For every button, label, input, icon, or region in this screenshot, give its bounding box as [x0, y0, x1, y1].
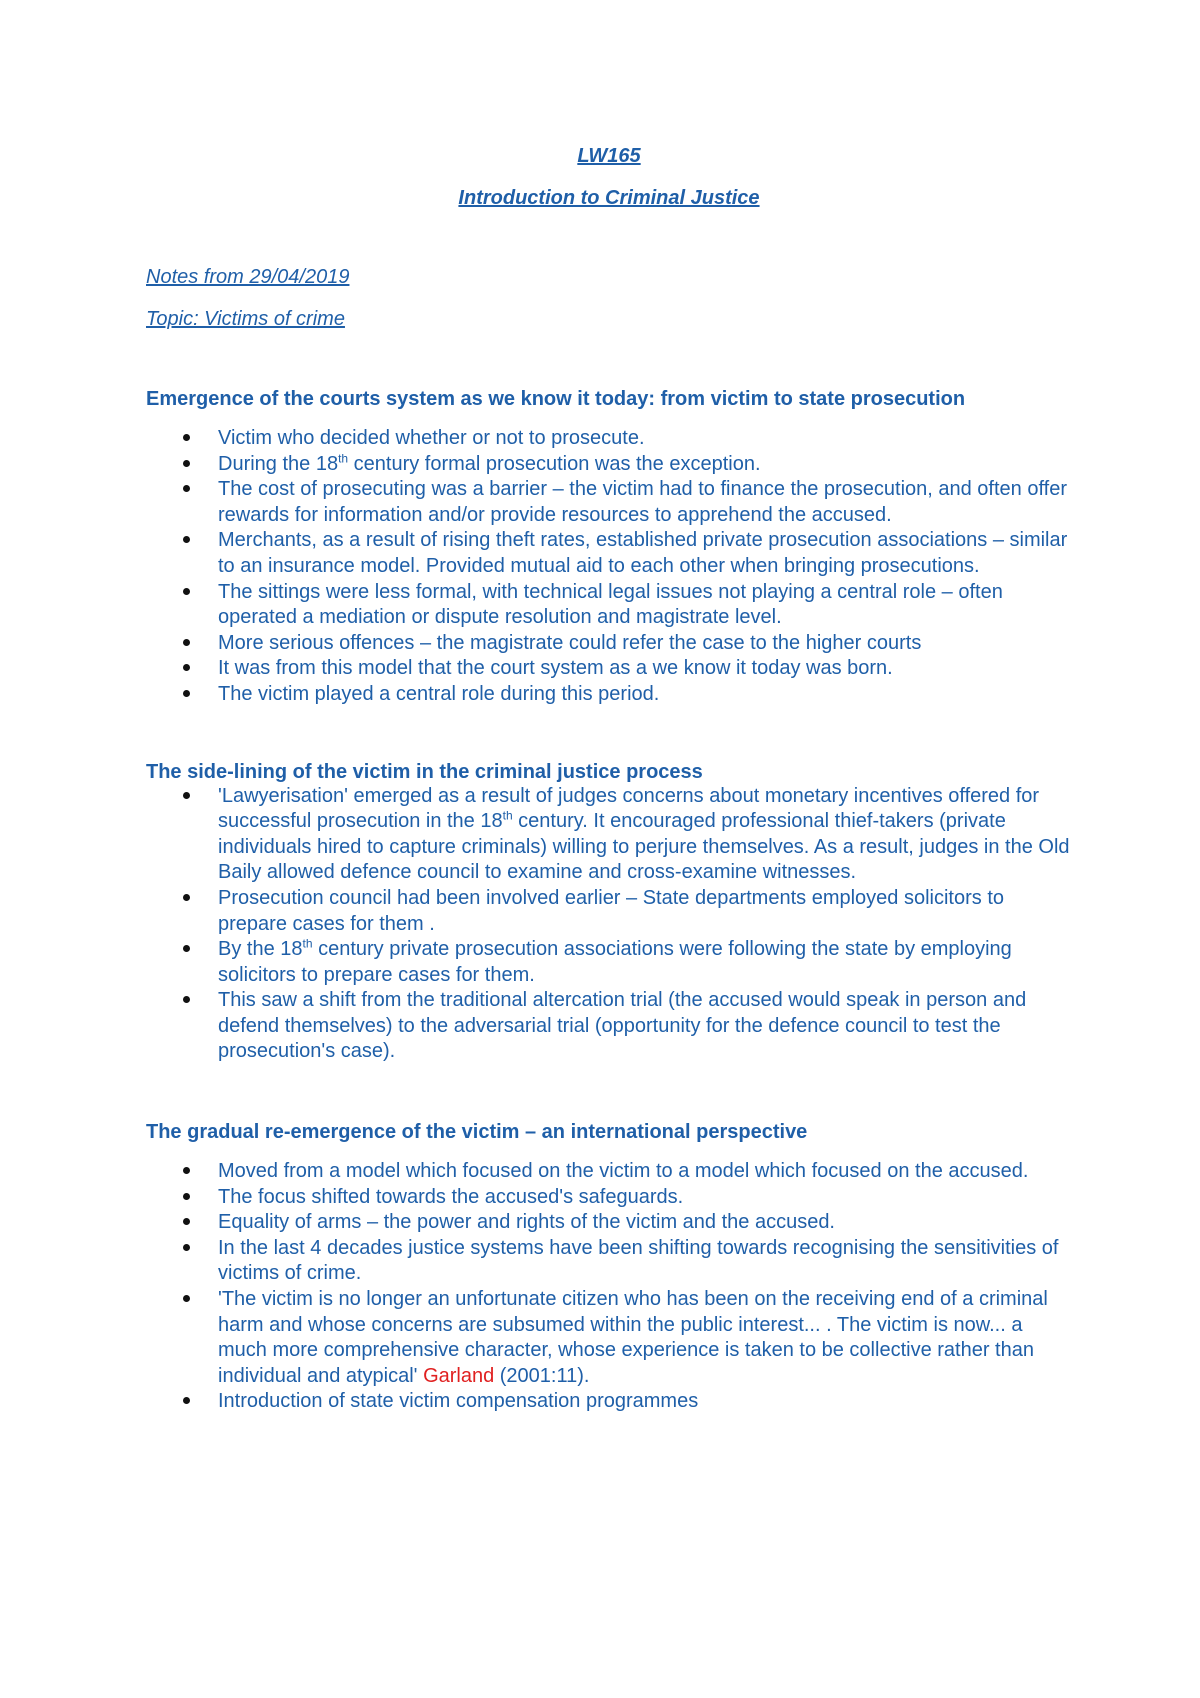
bullet-icon	[183, 894, 190, 901]
bullet-icon	[183, 996, 190, 1003]
list-item: Introduction of state victim compensation programmes	[218, 1389, 1072, 1415]
course-title: Introduction to Criminal Justice	[458, 187, 760, 209]
list-item: 'Lawyerisation' emerged as a result of judges concerns about monetary incentives offered for successful prosecution in the 18th century. It encouraged professional thief-takers (private individuals hired to capture criminals) willing to perjure themselves. As a result, judges in the Old Baily allowed defence council to examine and cross-examine witnesses.	[218, 784, 1072, 886]
list-item: By the 18th century private prosecution associations were following the state by employing solicitors to prepare cases for them.	[218, 937, 1072, 988]
bullet-icon	[183, 588, 190, 595]
bullet-icon	[183, 1167, 190, 1174]
list-item: The focus shifted towards the accused's safeguards.	[218, 1185, 1072, 1211]
bullet-icon	[183, 434, 190, 441]
list-item: It was from this model that the court system as a we know it today was born.	[218, 656, 1072, 682]
bullet-icon	[183, 664, 190, 671]
list-item: Merchants, as a result of rising theft rates, established private prosecution associations – similar to an insurance model. Provided mutual aid to each other when bringing prosecutions.	[218, 528, 1072, 579]
bullet-icon	[183, 536, 190, 543]
bullet-list-re-emergence	[146, 1159, 1072, 1415]
list-item: In the last 4 decades justice systems have been shifting towards recognising the sensitivities of victims of crime.	[218, 1236, 1072, 1287]
bullet-list-emergence	[146, 426, 1072, 708]
section-heading-emergence: Emergence of the courts system as we know it today: from victim to state prosecution	[146, 388, 966, 410]
list-item: More serious offences – the magistrate could refer the case to the higher courts	[218, 631, 1072, 657]
citation-author: Garland	[423, 1364, 495, 1387]
list-item: Prosecution council had been involved earlier – State departments employed solicitors to prepare cases for them .	[218, 886, 1072, 937]
bullet-icon	[183, 1397, 190, 1404]
list-item: The sittings were less formal, with technical legal issues not playing a central role – often operated a mediation or dispute resolution and magistrate level.	[218, 580, 1072, 631]
section-heading-side-lining: The side-lining of the victim in the criminal justice process	[146, 760, 703, 783]
course-code: LW165	[577, 145, 641, 167]
notes-date: Notes from 29/04/2019	[146, 266, 350, 288]
bullet-list-side-lining	[146, 784, 1072, 1066]
bullet-icon	[183, 1244, 190, 1251]
bullet-icon	[183, 792, 190, 799]
bullet-icon	[183, 460, 190, 467]
bullet-icon	[183, 639, 190, 646]
bullet-icon	[183, 945, 190, 952]
bullet-icon	[183, 1218, 190, 1225]
list-item: This saw a shift from the traditional altercation trial (the accused would speak in person and defend themselves) to the adversarial trial (opportunity for the defence council to test the prosecution's case).	[218, 988, 1072, 1065]
list-item: Moved from a model which focused on the victim to a model which focused on the accused.	[218, 1159, 1072, 1185]
bullet-icon	[183, 485, 190, 492]
topic-line: Topic: Victims of crime	[146, 308, 345, 330]
list-item: Victim who decided whether or not to prosecute.	[218, 426, 1072, 452]
list-item: The victim played a central role during this period.	[218, 682, 1072, 708]
list-item: The cost of prosecuting was a barrier – the victim had to finance the prosecution, and often offer rewards for information and/or provide resources to apprehend the accused.	[218, 477, 1072, 528]
bullet-icon	[183, 690, 190, 697]
list-item: 'The victim is no longer an unfortunate citizen who has been on the receiving end of a criminal harm and whose concerns are subsumed within the public interest... . The victim is now... a much more comprehensive character, whose experience is taken to be collective rather than individual and atypical' Garland (2001:11).	[218, 1287, 1072, 1389]
section-heading-re-emergence: The gradual re-emergence of the victim – an international perspective	[146, 1121, 808, 1144]
bullet-icon	[183, 1193, 190, 1200]
list-item: Equality of arms – the power and rights of the victim and the accused.	[218, 1210, 1072, 1236]
bullet-icon	[183, 1295, 190, 1302]
list-item: During the 18th century formal prosecution was the exception.	[218, 452, 1072, 478]
